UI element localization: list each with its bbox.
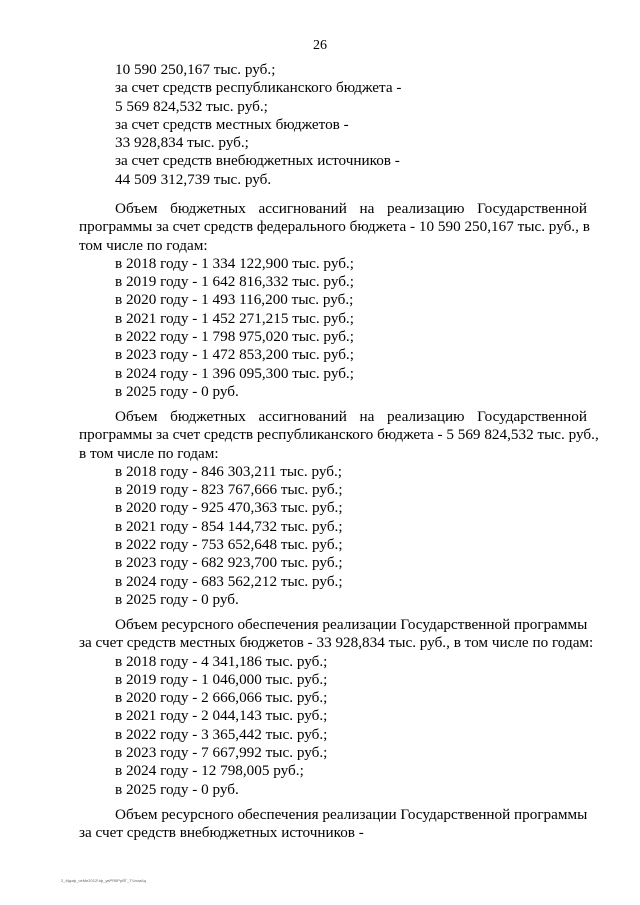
year-line: в 2020 году - 2 666,066 тыс. руб.;: [115, 689, 328, 707]
summary-line: 44 509 312,739 тыс. руб.: [115, 170, 272, 188]
year-line: в 2019 году - 823 767,666 тыс. руб.;: [115, 481, 343, 499]
footer-file-path: 2_Мдзф_чеМн2012Чф_увРЯбРрЙГ_ТЧлчиАц: [61, 878, 147, 883]
summary-line: 10 590 250,167 тыс. руб.;: [115, 61, 276, 78]
section-local: [0, 616, 640, 799]
section-heading-line: за счет средств внебюджетных источников -: [79, 824, 364, 842]
year-line: в 2018 году - 1 334 122,900 тыс. руб.;: [115, 254, 354, 272]
section-heading-line: в том числе по годам:: [79, 444, 219, 462]
section-heading-line: за счет средств местных бюджетов - 33 928,834 тыс. руб., в том числе по годам:: [79, 634, 594, 652]
section-heading-line: Объем ресурсного обеспечения реализации Государственной программы: [115, 616, 588, 633]
section-federal: [0, 200, 640, 401]
year-line: в 2021 году - 854 144,732 тыс. руб.;: [115, 517, 343, 535]
year-line: в 2018 году - 846 303,211 тыс. руб.;: [115, 462, 342, 480]
year-line: в 2022 году - 1 798 975,020 тыс. руб.;: [115, 328, 354, 346]
year-line: в 2023 году - 7 667,992 тыс. руб.;: [115, 744, 328, 762]
summary-line: за счет средств внебюджетных источников -: [115, 152, 400, 170]
section-heading-line: Объем ресурсного обеспечения реализации Государственной программы: [115, 806, 588, 823]
year-line: в 2020 году - 1 493 116,200 тыс. руб.;: [115, 291, 354, 309]
section-heading-line: программы за счет средств республиканского бюджета - 5 569 824,532 тыс. руб.,: [79, 426, 599, 444]
section-extrabudgetary: [0, 806, 640, 843]
section-heading-line: Объем бюджетных ассигнований на реализацию Государственной: [115, 200, 587, 217]
top-summary: [0, 61, 640, 189]
year-line: в 2018 году - 4 341,186 тыс. руб.;: [115, 652, 328, 670]
year-line: в 2023 году - 682 923,700 тыс. руб.;: [115, 554, 343, 572]
year-line: в 2025 году - 0 руб.: [115, 590, 239, 608]
year-line: в 2021 году - 1 452 271,215 тыс. руб.;: [115, 309, 354, 327]
year-line: в 2023 году - 1 472 853,200 тыс. руб.;: [115, 346, 354, 364]
section-heading-line: Объем бюджетных ассигнований на реализацию Государственной: [115, 408, 587, 425]
summary-line: за счет средств местных бюджетов -: [115, 115, 349, 133]
page-number: 26: [313, 38, 327, 53]
year-line: в 2024 году - 12 798,005 руб.;: [115, 762, 304, 780]
year-line: в 2021 году - 2 044,143 тыс. руб.;: [115, 707, 328, 725]
year-line: в 2019 году - 1 046,000 тыс. руб.;: [115, 670, 328, 688]
summary-line: 33 928,834 тыс. руб.;: [115, 134, 249, 152]
year-line: в 2020 году - 925 470,363 тыс. руб.;: [115, 499, 343, 517]
year-line: в 2024 году - 1 396 095,300 тыс. руб.;: [115, 364, 354, 382]
year-line: в 2025 году - 0 руб.: [115, 382, 239, 400]
summary-line: за счет средств республиканского бюджета -: [115, 79, 402, 97]
year-line: в 2022 году - 3 365,442 тыс. руб.;: [115, 725, 328, 743]
year-line: в 2024 году - 683 562,212 тыс. руб.;: [115, 572, 343, 590]
section-heading-line: программы за счет средств федерального бюджета - 10 590 250,167 тыс. руб., в: [79, 218, 590, 236]
summary-line: 5 569 824,532 тыс. руб.;: [115, 97, 268, 115]
year-line: в 2019 году - 1 642 816,332 тыс. руб.;: [115, 273, 354, 291]
year-line: в 2022 году - 753 652,648 тыс. руб.;: [115, 536, 343, 554]
year-line: в 2025 году - 0 руб.: [115, 780, 239, 798]
section-republican: [0, 408, 640, 609]
section-heading-line: том числе по годам:: [79, 236, 208, 254]
